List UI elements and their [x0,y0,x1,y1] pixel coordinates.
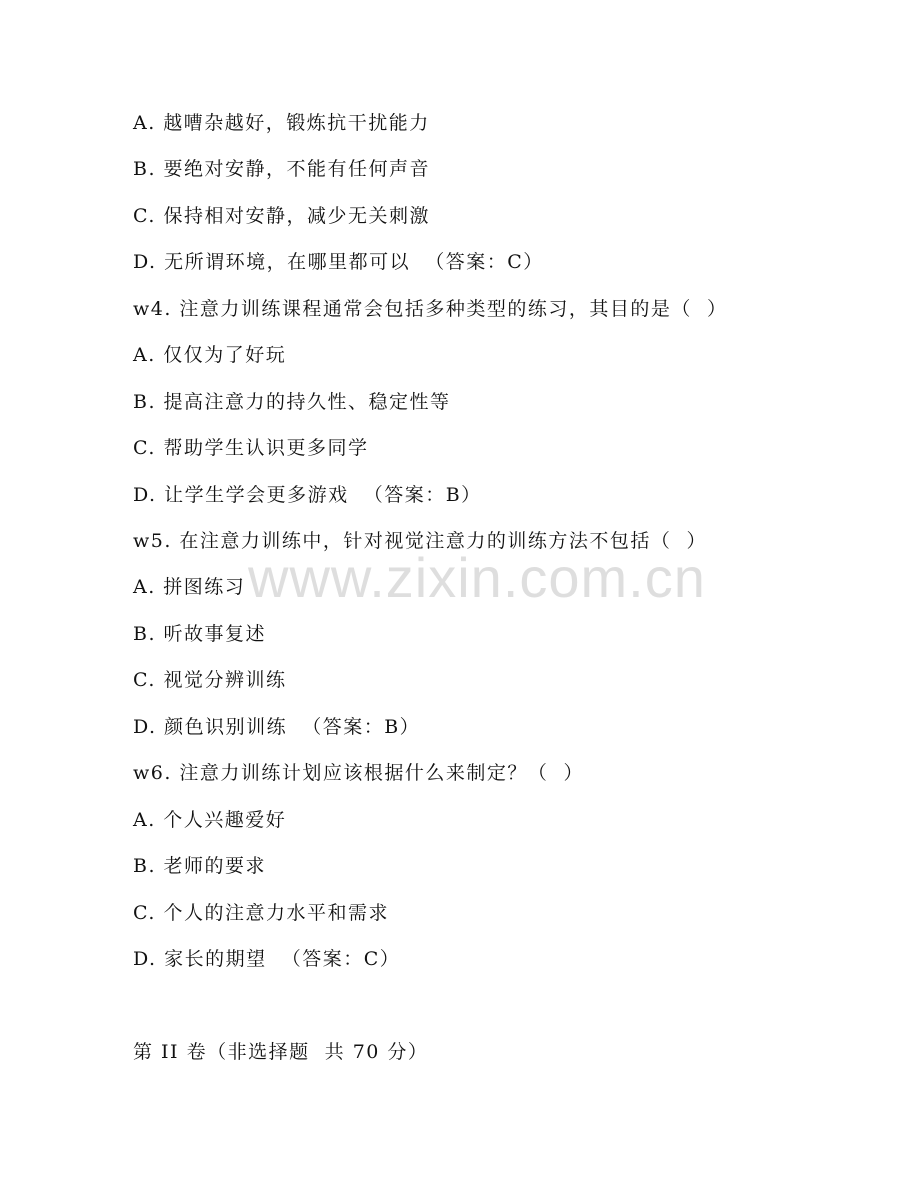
option-a-q3: A. 越嘈杂越好，锻炼抗干扰能力 [133,112,430,134]
option-d-w6: D. 家长的期望 （答案：C） [133,948,401,970]
question-w4: w4. 注意力训练课程通常会包括多种类型的练习，其目的是（ ） [133,298,728,320]
option-b-w5: B. 听故事复述 [133,623,267,645]
option-b-q3: B. 要绝对安静，不能有任何声音 [133,158,431,180]
option-c-q3: C. 保持相对安静，减少无关刺激 [133,205,430,227]
option-a-w6: A. 个人兴趣爱好 [133,809,287,831]
section-heading: 第 II 卷（非选择题 共 70 分） [133,1041,429,1063]
option-d-q3: D. 无所谓环境，在哪里都可以 （答案：C） [133,251,544,273]
option-c-w5: C. 视觉分辨训练 [133,669,287,691]
option-d-w4: D. 让学生学会更多游戏 （答案：B） [133,484,482,506]
option-a-w5: A. 拼图练习 [133,576,246,598]
question-w5: w5. 在注意力训练中，针对视觉注意力的训练方法不包括（ ） [133,530,708,552]
option-c-w4: C. 帮助学生认识更多同学 [133,437,369,459]
question-w6: w6. 注意力训练计划应该根据什么来制定？（ ） [133,762,585,784]
watermark: www.zixin.com.cn [248,546,706,609]
option-b-w4: B. 提高注意力的持久性、稳定性等 [133,391,451,413]
option-b-w6: B. 老师的要求 [133,855,267,877]
option-c-w6: C. 个人的注意力水平和需求 [133,902,389,924]
option-a-w4: A. 仅仅为了好玩 [133,344,287,366]
option-d-w5: D. 颜色识别训练 （答案：B） [133,716,421,738]
